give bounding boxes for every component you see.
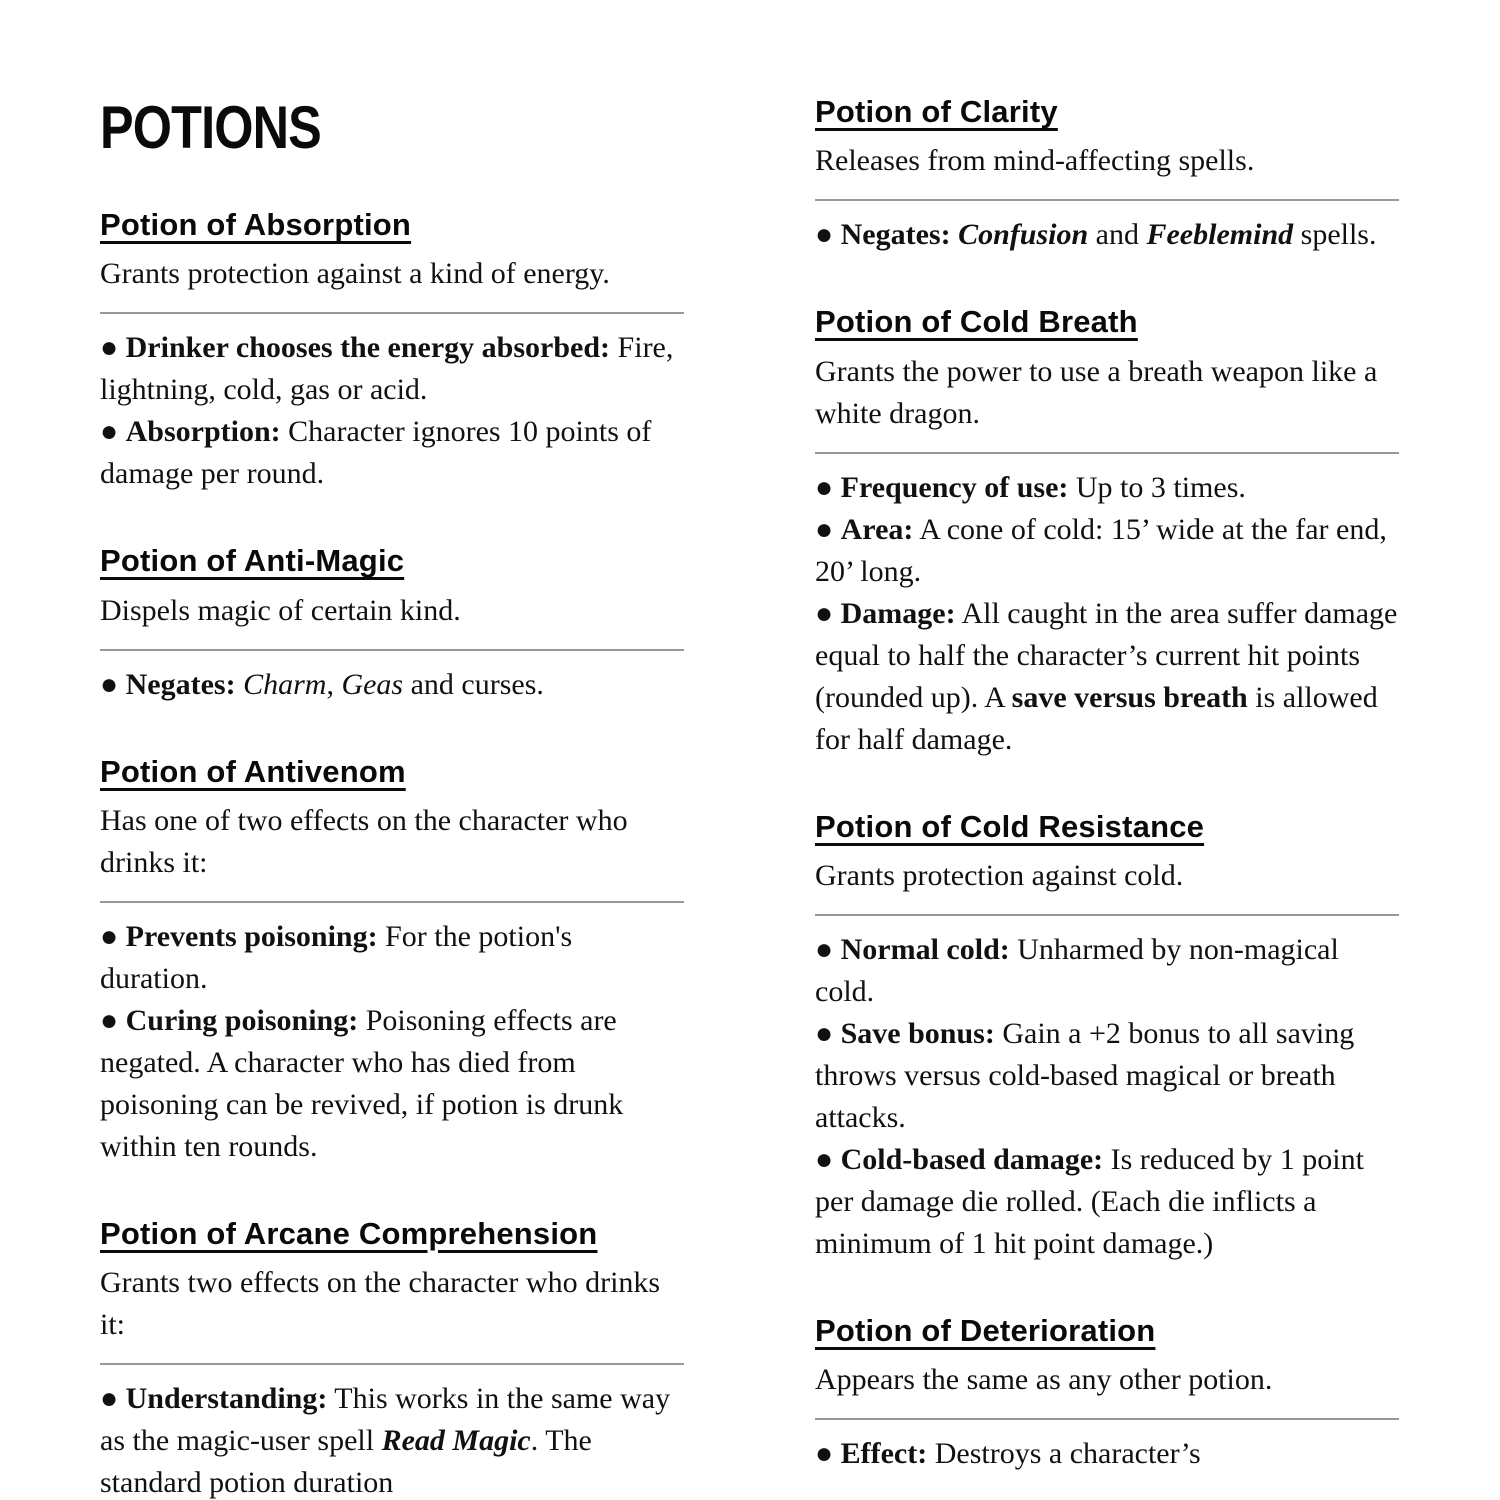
text-run: Effect: (840, 1437, 928, 1471)
potion-bullet (815, 467, 1399, 509)
potion-heading: Potion of Deterioration (815, 1312, 1156, 1348)
potion-bullet (815, 1139, 1399, 1265)
section-divider (100, 901, 684, 903)
text-run: Feeblemind (1146, 218, 1294, 252)
text-run: Normal cold: (840, 932, 1010, 966)
text-run: Prevents poisoning: (125, 919, 378, 953)
text-run: Drinker chooses the energy absorbed: (125, 331, 611, 365)
text-run: Frequency of use: (840, 470, 1069, 504)
text-run: and curses. (403, 667, 544, 701)
section-divider (100, 649, 684, 651)
bullet-icon: ● (815, 932, 841, 966)
potion-bullet (100, 916, 684, 1000)
bullet-icon: ● (815, 596, 841, 630)
text-run (236, 668, 244, 701)
potion-bullet (815, 1013, 1399, 1139)
potion-bullet (815, 214, 1399, 256)
potion-heading: Potion of Absorption (100, 207, 412, 242)
text-run (951, 218, 959, 251)
text-run: . The standard potion duration (100, 1424, 592, 1500)
potion-description (815, 351, 1399, 435)
potion-description (100, 1262, 684, 1346)
text-run: Appears the same as any other potion. (815, 1363, 1273, 1397)
potion-bullet (815, 593, 1399, 761)
text-run: and (1088, 218, 1147, 252)
bullet-icon: ● (815, 1437, 841, 1471)
page-title: POTIONS (100, 94, 321, 161)
text-run: Negates: (840, 218, 951, 252)
potion-bullet (100, 1000, 684, 1168)
bullet-icon: ● (100, 919, 126, 953)
bullet-icon: ● (815, 1142, 841, 1176)
bullet-icon: ● (815, 512, 841, 546)
left-column (100, 96, 684, 1500)
potion-section (100, 1214, 684, 1500)
potion-section (100, 205, 684, 495)
potion-bullet (100, 664, 684, 706)
text-run: Character ignores 10 points of damage per round. (100, 415, 652, 491)
potion-heading: Potion of Cold Breath (815, 304, 1138, 340)
potion-section (100, 752, 684, 1168)
potion-description (815, 140, 1399, 182)
potion-description (815, 855, 1399, 897)
text-run: Understanding: (125, 1382, 328, 1416)
section-divider (815, 1418, 1399, 1420)
potion-section (815, 302, 1399, 760)
potion-description (100, 253, 684, 295)
section-divider (815, 914, 1399, 916)
bullet-icon: ● (100, 1382, 126, 1416)
potion-section (100, 541, 684, 705)
bullet-icon: ● (100, 667, 126, 701)
right-column (815, 92, 1399, 1475)
text-run: Grants the power to use a breath weapon like a white dragon. (815, 354, 1378, 430)
text-run: Destroys a character’s (927, 1437, 1201, 1471)
potion-heading: Potion of Cold Resistance (815, 808, 1205, 844)
text-run: Fire, lightning, cold, gas or acid. (100, 331, 674, 407)
text-run: Grants two effects on the character who drinks it: (100, 1266, 661, 1342)
potion-bullet (815, 1433, 1399, 1475)
potion-description (100, 800, 684, 884)
text-run: Dispels magic of certain kind. (100, 593, 461, 627)
section-divider (815, 452, 1399, 454)
potion-description (815, 1359, 1399, 1401)
text-run: For the potion's duration. (100, 919, 573, 995)
text-run: A cone of cold: 15’ wide at the far end, 20’ long. (815, 512, 1387, 588)
text-run: Save bonus: (840, 1016, 995, 1050)
potion-heading: Potion of Anti-Magic (100, 543, 405, 579)
bullet-icon: ● (100, 331, 126, 365)
text-run: Has one of two effects on the character who drinks it: (100, 803, 628, 879)
potion-bullet (100, 411, 684, 495)
potion-section (815, 807, 1399, 1265)
text-run: save versus breath (1011, 680, 1248, 714)
text-run: This works in the same way as the magic-user spell (100, 1382, 671, 1458)
text-run: Absorption: (125, 415, 281, 449)
potion-heading: Potion of Arcane Comprehension (100, 1215, 598, 1251)
text-run: Area: (840, 512, 914, 546)
potion-section (815, 92, 1399, 256)
potion-description (100, 590, 684, 632)
text-run: Charm (243, 667, 327, 701)
text-run: Curing poisoning: (125, 1003, 359, 1037)
text-run: All caught in the area suffer damage equal to half the character’s current hit points (rounded up). A (815, 596, 1398, 714)
potion-section (815, 1311, 1399, 1475)
potion-bullet (100, 1378, 684, 1500)
section-divider (100, 1363, 684, 1365)
text-run: Damage: (840, 596, 956, 630)
text-run: Poisoning effects are negated. A character who has died from poisoning can be revived, if potion is drunk within ten rounds. (100, 1003, 624, 1163)
text-run: Releases from mind-affecting spells. (815, 144, 1255, 178)
text-run: Cold-based damage: (840, 1142, 1104, 1176)
bullet-icon: ● (815, 470, 841, 504)
text-run: , (326, 667, 342, 701)
bullet-icon: ● (815, 1016, 841, 1050)
text-run: is allowed for half damage. (815, 680, 1378, 756)
potion-heading: Potion of Antivenom (100, 753, 406, 789)
text-run: Grants protection against cold. (815, 858, 1184, 892)
text-run: Grants protection against a kind of energy. (100, 257, 610, 291)
potion-bullet (100, 327, 684, 411)
bullet-icon: ● (815, 218, 841, 252)
text-run: Gain a +2 bonus to all saving throws versus cold-based magical or breath attacks. (815, 1016, 1355, 1134)
potion-bullet (815, 509, 1399, 593)
text-run: Up to 3 times. (1068, 470, 1246, 504)
section-divider (100, 312, 684, 314)
text-run: Read Magic (381, 1424, 531, 1458)
text-run: Negates: (125, 667, 236, 701)
text-run: Is reduced by 1 point per damage die rolled. (Each die inflicts a minimum of 1 hit point damage.) (815, 1142, 1364, 1260)
text-run: Geas (341, 667, 404, 701)
potion-bullet (815, 929, 1399, 1013)
bullet-icon: ● (100, 1003, 126, 1037)
bullet-icon: ● (100, 415, 126, 449)
potion-heading: Potion of Clarity (815, 94, 1058, 129)
text-run: Confusion (958, 218, 1089, 252)
text-run: Unharmed by non-magical cold. (815, 932, 1339, 1008)
section-divider (815, 199, 1399, 201)
text-run: spells. (1293, 218, 1377, 252)
